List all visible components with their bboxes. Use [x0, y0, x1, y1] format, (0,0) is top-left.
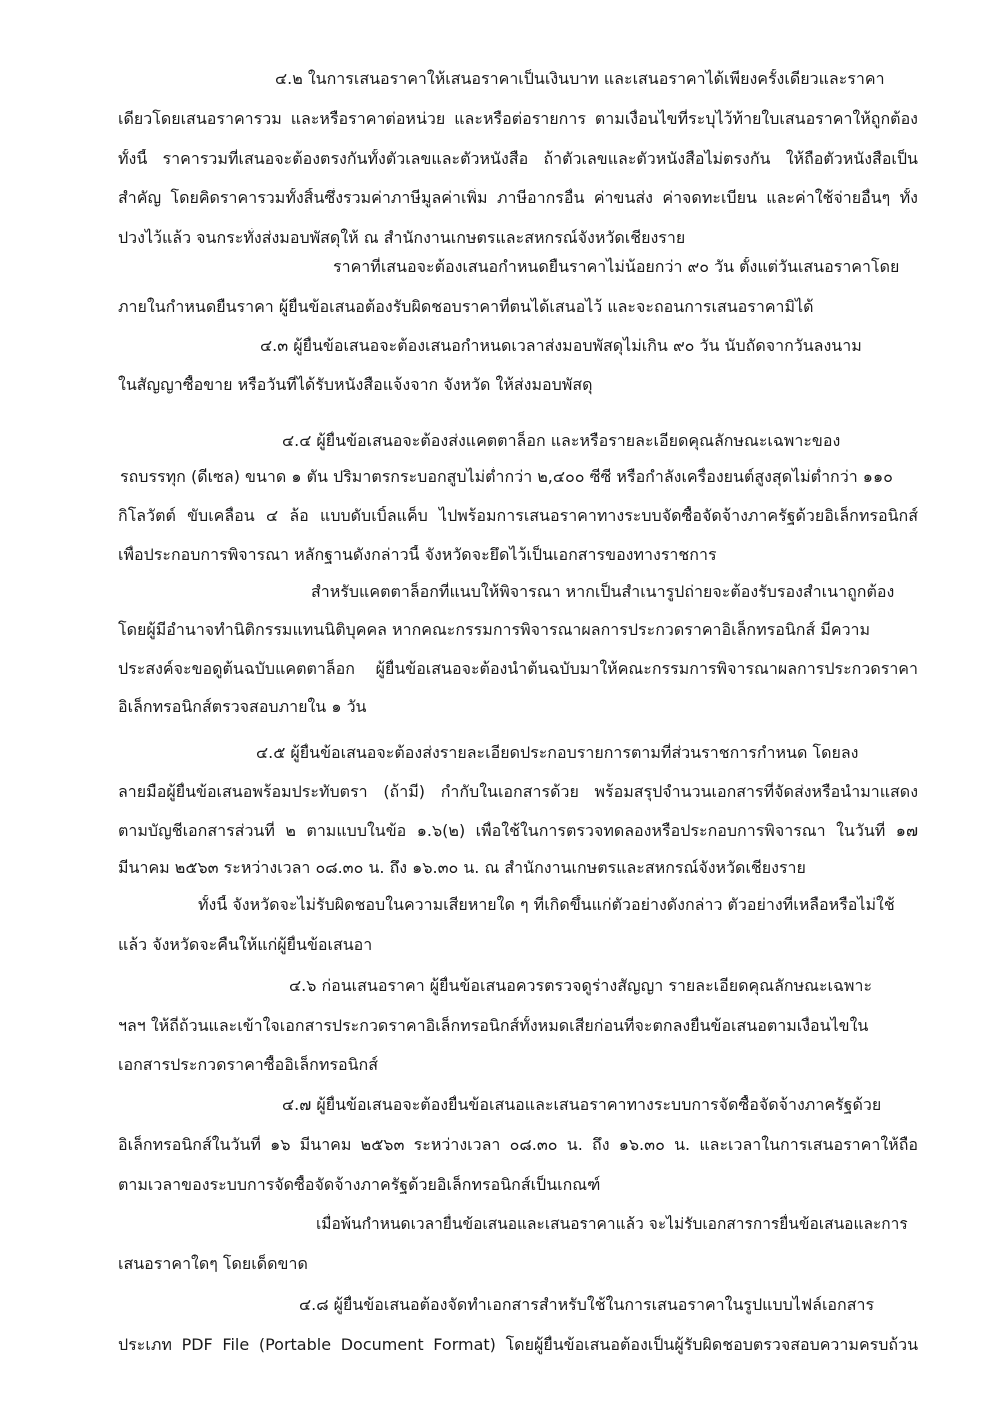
paragraph-4-7-line-1: ๔.๗ ผู้ยื่นข้อเสนอจะต้องยื่นข้อเสนอและเสนอราคาทางระบบการจัดซื้อจัดจ้างภาครัฐด้วย — [282, 1095, 882, 1114]
price-validity-line-1: ราคาที่เสนอจะต้องเสนอกำหนดยืนราคาไม่น้อยกว่า ๙๐ วัน ตั้งแต่วันเสนอราคาโดย — [333, 257, 900, 276]
paragraph-4-8-line-1: ๔.๘ ผู้ยื่นข้อเสนอต้องจัดทำเอกสารสำหรับใช้ในการเสนอราคาในรูปแบบไฟล์เอกสาร — [299, 1295, 875, 1314]
catalog-line-3: ประสงค์จะขอดูต้นฉบับแคตตาล็อก ผู้ยื่นข้อเสนอจะต้องนำต้นฉบับมาให้คณะกรรมการพิจารณาผลการประกวดราคา — [118, 659, 918, 678]
catalog-line-4: อิเล็กทรอนิกส์ตรวจสอบภายใน ๑ วัน — [118, 697, 367, 716]
paragraph-4-2-line-5: ปวงไว้แล้ว จนกระทั่งส่งมอบพัสดุให้ ณ สำนักงานเกษตรและสหกรณ์จังหวัดเชียงราย — [118, 228, 686, 247]
paragraph-4-3-line-1: ๔.๓ ผู้ยื่นข้อเสนอจะต้องเสนอกำหนดเวลาส่งมอบพัสดุไม่เกิน ๙๐ วัน นับถัดจากวันลงนาม — [260, 336, 862, 355]
paragraph-4-4-line-1: ๔.๔ ผู้ยื่นข้อเสนอจะต้องส่งแคตตาล็อก และหรือรายละเอียดคุณลักษณะเฉพาะของ — [282, 431, 841, 450]
paragraph-4-4-line-2: รถบรรทุก (ดีเซล) ขนาด ๑ ตัน ปริมาตรกระบอกสูบไม่ต่ำกว่า ๒,๔๐๐ ซีซี หรือกำลังเครื่องยนต์สูงสุดไม่ต่ำกว่า ๑๑๐ — [120, 467, 893, 486]
paragraph-4-2-line-4: สำคัญ โดยคิดราคารวมทั้งสิ้นซึ่งรวมค่าภาษีมูลค่าเพิ่ม ภาษีอากรอื่น ค่าขนส่ง ค่าจดทะเบียน และค่าใช้จ่ายอื่นๆ ทั้ง — [118, 188, 918, 207]
sample-return-line-1: ทั้งนี้ จังหวัดจะไม่รับผิดชอบในความเสียหายใด ๆ ที่เกิดขึ้นแก่ตัวอย่างดังกล่าว ตัวอย่างที่เหลือหรือไม่ใช้ — [198, 895, 895, 914]
paragraph-4-8-line-2: ประเภท PDF File (Portable Document Format) โดยผู้ยื่นข้อเสนอต้องเป็นผู้รับผิดชอบตรวจสอบความครบถ้วน — [118, 1335, 918, 1354]
paragraph-4-6-line-2: ฯลฯ ให้ถี่ถ้วนและเข้าใจเอกสารประกวดราคาอิเล็กทรอนิกส์ทั้งหมดเสียก่อนที่จะตกลงยื่นข้อเสนอตามเงื่อนไขใน — [118, 1016, 869, 1035]
paragraph-4-5-line-3: ตามบัญชีเอกสารส่วนที่ ๒ ตามแบบในข้อ ๑.๖(๒) เพื่อใช้ในการตรวจทดลองหรือประกอบการพิจารณา ในวันที่ ๑๗ — [118, 821, 918, 840]
paragraph-4-5-line-2: ลายมือผู้ยื่นข้อเสนอพร้อมประทับตรา (ถ้ามี) กำกับในเอกสารด้วย พร้อมสรุปจำนวนเอกสารที่จัดส่งหรือนำมาแสดง — [118, 782, 918, 801]
sample-return-line-2: แล้ว จังหวัดจะคืนให้แก่ผู้ยื่นข้อเสนอา — [118, 935, 373, 954]
paragraph-4-5-line-1: ๔.๕ ผู้ยื่นข้อเสนอจะต้องส่งรายละเอียดประกอบรายการตามที่ส่วนราชการกำหนด โดยลง — [256, 743, 859, 762]
catalog-line-1: สำหรับแคตตาล็อกที่แนบให้พิจารณา หากเป็นสำเนารูปถ่ายจะต้องรับรองสำเนาถูกต้อง — [311, 582, 895, 601]
paragraph-4-4-line-4: เพื่อประกอบการพิจารณา หลักฐานดังกล่าวนี้ จังหวัดจะยึดไว้เป็นเอกสารของทางราชการ — [118, 545, 717, 564]
paragraph-4-5-line-4: มีนาคม ๒๕๖๓ ระหว่างเวลา ๐๘.๓๐ น. ถึง ๑๖.๓๐ น. ณ สำนักงานเกษตรและสหกรณ์จังหวัดเชียงราย — [118, 858, 806, 877]
paragraph-4-3-line-2: ในสัญญาซื้อขาย หรือวันที่ได้รับหนังสือแจ้งจาก จังหวัด ให้ส่งมอบพัสดุ — [118, 375, 593, 394]
paragraph-4-6-line-1: ๔.๖ ก่อนเสนอราคา ผู้ยื่นข้อเสนอควรตรวจดูร่างสัญญา รายละเอียดคุณลักษณะเฉพาะ — [289, 976, 873, 995]
price-validity-line-2: ภายในกำหนดยืนราคา ผู้ยื่นข้อเสนอต้องรับผิดชอบราคาที่ตนได้เสนอไว้ และจะถอนการเสนอราคามิได้ — [118, 297, 814, 316]
paragraph-4-2-line-3: ทั้งนี้ ราคารวมที่เสนอจะต้องตรงกันทั้งตัวเลขและตัวหนังสือ ถ้าตัวเลขและตัวหนังสือไม่ตรงกัน ให้ถือตัวหนังสือเป็น — [118, 149, 918, 168]
deadline-line-1: เมื่อพ้นกำหนดเวลายื่นข้อเสนอและเสนอราคาแล้ว จะไม่รับเอกสารการยื่นข้อเสนอและการ — [316, 1215, 908, 1233]
paragraph-4-7-line-2: อิเล็กทรอนิกส์ในวันที่ ๑๖ มีนาคม ๒๕๖๓ ระหว่างเวลา ๐๘.๓๐ น. ถึง ๑๖.๓๐ น. และเวลาในการเสนอราคาให้ถือ — [118, 1135, 918, 1154]
paragraph-4-7-line-3: ตามเวลาของระบบการจัดซื้อจัดจ้างภาครัฐด้วยอิเล็กทรอนิกส์เป็นเกณฑ์ — [118, 1175, 601, 1194]
paragraph-4-2-line-2: เดียวโดยเสนอราคารวม และหรือราคาต่อหน่วย และหรือต่อรายการ ตามเงื่อนไขที่ระบุไว้ท้ายใบเสนอราคาให้ถูกต้อง — [118, 109, 918, 128]
paragraph-4-4-line-3: กิโลวัตต์ ขับเคลื่อน ๔ ล้อ แบบดับเบิ้ลแค็บ ไปพร้อมการเสนอราคาทางระบบจัดซื้อจัดจ้างภาครัฐด้วยอิเล็กทรอนิกส์ — [118, 506, 918, 525]
deadline-line-2: เสนอราคาใดๆ โดยเด็ดขาด — [118, 1254, 308, 1273]
paragraph-4-6-line-3: เอกสารประกวดราคาซื้ออิเล็กทรอนิกส์ — [118, 1055, 378, 1074]
paragraph-4-2-line-1: ๔.๒ ในการเสนอราคาให้เสนอราคาเป็นเงินบาท และเสนอราคาได้เพียงครั้งเดียวและราคา — [275, 69, 885, 88]
catalog-line-2: โดยผู้มีอำนาจทำนิติกรรมแทนนิติบุคคล หากคณะกรรมการพิจารณาผลการประกวดราคาอิเล็กทรอนิกส์ มีความ — [118, 620, 871, 639]
